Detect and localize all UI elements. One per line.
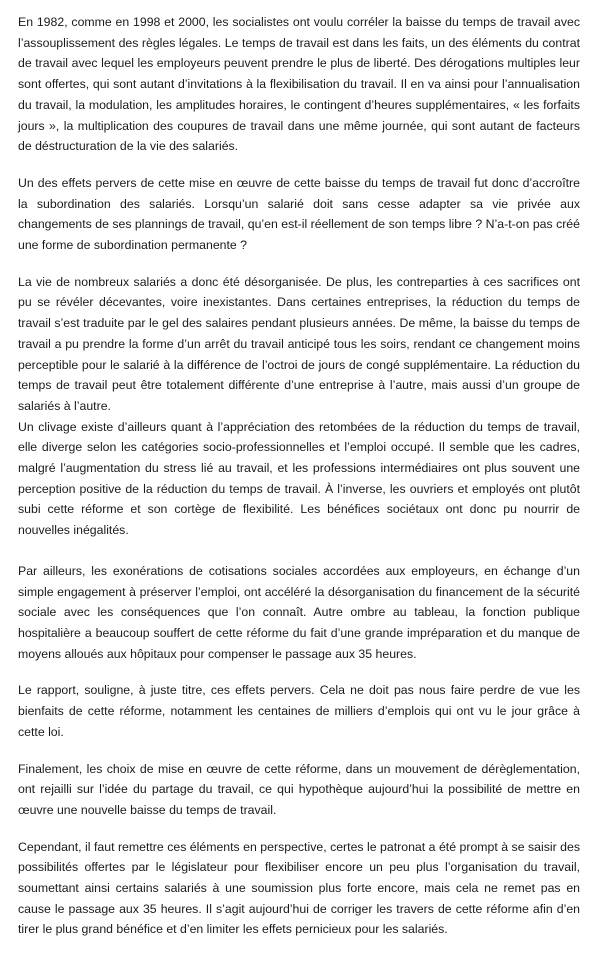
paragraph-2: Un des effets pervers de cette mise en œuvre de cette baisse du temps de travail fut donc d’accroître la subordination des salariés. Lorsqu’un salarié doit sans cesse adapter sa vie privée aux changements de ses plannings de travail, qu’en est-il réellement de son temps libre ? N’a-t-on pas créé une forme de subordination permanente ? xyxy=(18,175,580,253)
paragraph-1: En 1982, comme en 1998 et 2000, les socialistes ont voulu corréler la baisse du temps de travail avec l’assouplissement des règles légales. Le temps de travail est dans les faits, un des éléments du contrat de travail avec lequel les employeurs peuvent prendre le plus de liberté. Des dérogations multiples leur sont offertes, qui sont autant d’invitations à la flexibilisation du travail. Il en va ainsi pour l’annualisation du travail, la modulation, les amplitudes horaires, le contingent d’heures supplémentaires, « les forfaits jours », la multiplication des coupures de travail dans une même journée, qui sont autant de facteurs de déstructuration de la vie des salariés. xyxy=(18,15,580,154)
document-body xyxy=(18,12,580,956)
paragraph-4: Un clivage existe d’ailleurs quant à l’appréciation des retombées de la réduction du temps de travail, elle diverge selon les catégories socio-professionnelles et l’emploi occupé. Il semble que les cadres, malgré l’augmentation du stress lié au travail, et les professions intermédiaires ont plus souvent une perception positive de la réduction du temps de travail. À l’inverse, les ouvriers et employés ont plutôt subi cette réforme et son cortège de flexibilité. Les bénéfices sociétaux ont donc pu nourrir de nouvelles inégalités. xyxy=(18,419,580,538)
paragraph-6: Le rapport, souligne, à juste titre, ces effets pervers. Cela ne doit pas nous faire perdre de vue les bienfaits de cette réforme, notamment les centaines de milliers d’emplois qui ont vu le jour grâce à cette loi. xyxy=(18,683,580,739)
paragraph-5: Par ailleurs, les exonérations de cotisations sociales accordées aux employeurs, en échange d’un simple engagement à préserver l’emploi, ont accéléré la désorganisation du financement de la sécurité sociale avec les conséquences que l’on connaît. Autre ombre au tableau, la fonction publique hospitalière a beaucoup souffert de cette réforme du fait d’une grande impréparation et du manque de moyens alloués aux hôpitaux pour compenser le passage aux 35 heures. xyxy=(18,563,580,661)
paragraph-3: La vie de nombreux salariés a donc été désorganisée. De plus, les contreparties à ces sacrifices ont pu se révéler décevantes, voire inexistantes. Dans certaines entreprises, la réduction du temps de travail s’est traduite par le gel des salaires pendant plusieurs années. De même, la baisse du temps de travail a pu prendre la forme d’un arrêt du travail anticipé tous les soirs, rendant ce changement moins perceptible pour le salarié à la différence de l’octroi de jours de congé supplémentaire. La réduction du temps de travail peut être totalement différente d’une entreprise à l’autre, mais aussi d’un groupe de salariés à l’autre. xyxy=(18,274,580,413)
paragraph-7: Finalement, les choix de mise en œuvre de cette réforme, dans un mouvement de dérèglementation, ont rejailli sur l’idée du partage du travail, ce qui hypothèque aujourd’hui la possibilité de mettre en œuvre une nouvelle baisse du temps de travail. xyxy=(18,761,580,817)
paragraph-8: Cependant, il faut remettre ces éléments en perspective, certes le patronat a été prompt à se saisir des possibilités offertes par le législateur pour flexibiliser encore un peu plus l’organisation du travail, soumettant ainsi certains salariés à une soumission plus forte encore, mais cela ne remet pas en cause le passage aux 35 heures. Il s’agit aujourd’hui de corriger les travers de cette réforme afin d’en tirer le plus grand bénéfice et d’en limiter les effets pernicieux pour les salariés. xyxy=(18,839,580,937)
